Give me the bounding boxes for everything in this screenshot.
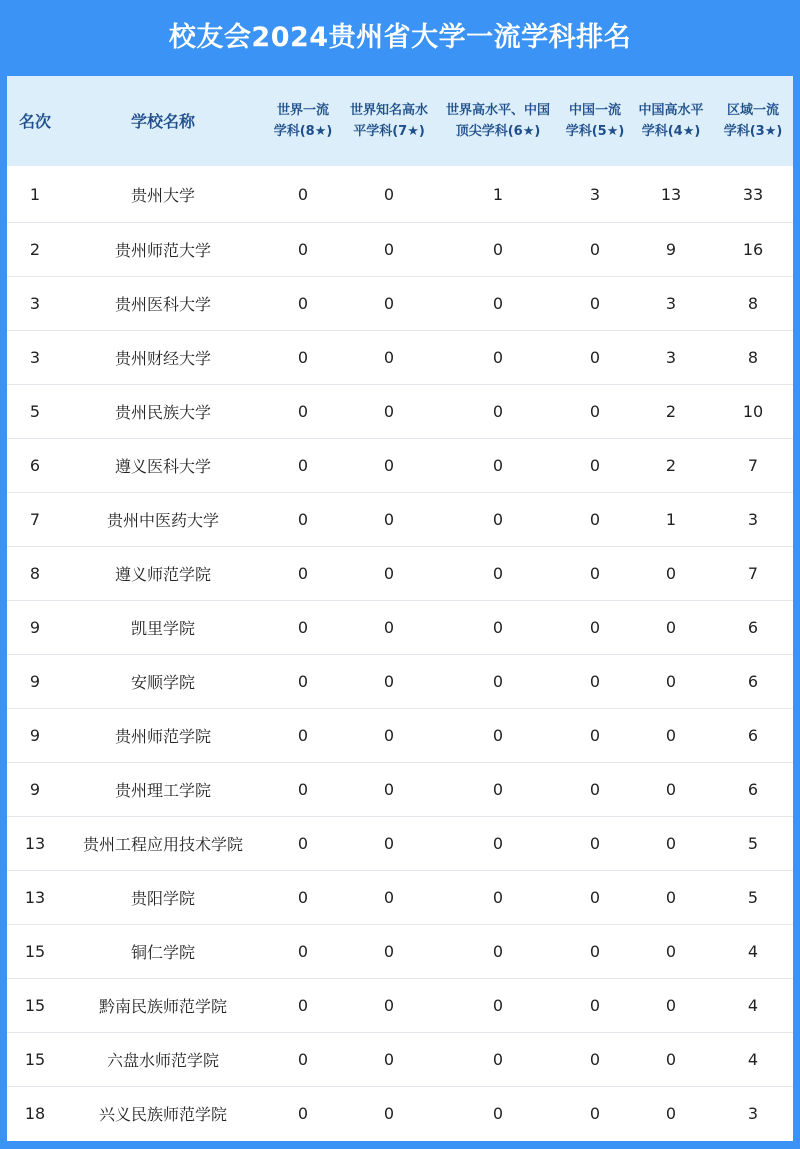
table-row: [7, 439, 793, 493]
count-cell: 0: [561, 385, 629, 439]
count-cell: 0: [629, 979, 713, 1033]
count-cell: 0: [263, 166, 343, 223]
count-cell: 0: [435, 331, 561, 385]
count-cell: 3: [713, 493, 793, 547]
table-row: [7, 547, 793, 601]
count-cell: 0: [343, 979, 435, 1033]
count-cell: 0: [561, 871, 629, 925]
count-cell: 0: [263, 709, 343, 763]
count-cell: 0: [561, 439, 629, 493]
ranking-table: [7, 76, 793, 1141]
count-cell: 33: [713, 166, 793, 223]
count-cell: 0: [343, 166, 435, 223]
header-line: 学科(3★): [723, 124, 783, 139]
school-name-cell: 贵阳学院: [63, 871, 263, 925]
table-row: [7, 1033, 793, 1087]
page-title: 校友会2024贵州省大学一流学科排名: [168, 22, 632, 53]
count-cell: 8: [713, 277, 793, 331]
table-row: [7, 166, 793, 223]
count-cell: 0: [561, 547, 629, 601]
count-cell: 3: [747, 1104, 759, 1124]
rank-cell: 5: [7, 385, 63, 439]
count-cell: 0: [589, 1104, 601, 1124]
count-cell: 0: [263, 1033, 343, 1087]
count-cell: 0: [263, 331, 343, 385]
table-row: [7, 979, 793, 1033]
count-cell: 0: [343, 601, 435, 655]
header-rank: 名次: [18, 111, 51, 131]
table-row: [7, 385, 793, 439]
count-cell: 3: [561, 166, 629, 223]
count-cell: 4: [713, 1033, 793, 1087]
count-cell: 0: [343, 709, 435, 763]
rank-cell: 13: [7, 817, 63, 871]
count-cell: 0: [435, 979, 561, 1033]
count-cell: 0: [561, 709, 629, 763]
count-cell: 0: [629, 547, 713, 601]
header-line: 顶尖学科(6★): [455, 124, 541, 139]
count-cell: 0: [343, 439, 435, 493]
rank-cell: 18: [24, 1104, 46, 1124]
count-cell: 5: [713, 871, 793, 925]
header-school: 学校名称: [130, 111, 195, 131]
count-cell: 0: [297, 1104, 309, 1124]
count-cell: 2: [629, 439, 713, 493]
count-cell: 0: [561, 601, 629, 655]
header-line: 学科(4★): [641, 124, 701, 139]
table-row: [7, 1087, 793, 1141]
school-name-cell: 黔南民族师范学院: [63, 979, 263, 1033]
table-row: [7, 223, 793, 277]
count-cell: 0: [263, 277, 343, 331]
school-name-cell: 铜仁学院: [63, 925, 263, 979]
header-line: 中国高水平: [638, 103, 704, 118]
count-cell: 0: [435, 1033, 561, 1087]
school-name-cell: 贵州医科大学: [63, 277, 263, 331]
header-regional-first-class: [713, 76, 793, 166]
count-cell: 6: [713, 709, 793, 763]
header-world-renowned: [343, 76, 435, 166]
table-row: [7, 817, 793, 871]
count-cell: 0: [435, 385, 561, 439]
rank-cell: 13: [7, 871, 63, 925]
table-row: [7, 277, 793, 331]
count-cell: 10: [713, 385, 793, 439]
school-name-cell: 贵州师范学院: [63, 709, 263, 763]
count-cell: 0: [435, 277, 561, 331]
count-cell: 0: [263, 655, 343, 709]
count-cell: 0: [435, 709, 561, 763]
rank-cell: 8: [7, 547, 63, 601]
count-cell: 0: [343, 331, 435, 385]
count-cell: 0: [263, 871, 343, 925]
rank-cell: 3: [7, 331, 63, 385]
count-cell: 0: [263, 547, 343, 601]
ranking-table-panel: [7, 76, 793, 1141]
table-row: [7, 331, 793, 385]
header-world-first-class: [263, 76, 343, 166]
count-cell: 0: [665, 1104, 677, 1124]
count-cell: 0: [343, 1033, 435, 1087]
school-name-cell: 兴义民族师范学院: [98, 1105, 227, 1125]
table-body: [7, 166, 793, 1141]
rank-cell: 9: [7, 763, 63, 817]
school-name-cell: 遵义医科大学: [63, 439, 263, 493]
table-row: [7, 493, 793, 547]
school-name-cell: 遵义师范学院: [63, 547, 263, 601]
count-cell: 0: [561, 817, 629, 871]
header-world-high-level: [435, 76, 561, 166]
count-cell: 13: [629, 166, 713, 223]
table-row: [7, 925, 793, 979]
count-cell: 0: [435, 223, 561, 277]
rank-cell: 1: [7, 166, 63, 223]
count-cell: 0: [561, 1033, 629, 1087]
school-name-cell: 六盘水师范学院: [63, 1033, 263, 1087]
count-cell: 0: [435, 493, 561, 547]
school-name-cell: 贵州民族大学: [63, 385, 263, 439]
count-cell: 0: [435, 763, 561, 817]
count-cell: 0: [561, 979, 629, 1033]
count-cell: 0: [263, 763, 343, 817]
count-cell: 0: [263, 439, 343, 493]
count-cell: 9: [629, 223, 713, 277]
count-cell: 0: [435, 439, 561, 493]
count-cell: 0: [343, 277, 435, 331]
count-cell: 0: [435, 655, 561, 709]
count-cell: 0: [263, 493, 343, 547]
header-line: 学科(5★): [565, 124, 625, 139]
count-cell: 0: [561, 763, 629, 817]
school-name-cell: 贵州理工学院: [63, 763, 263, 817]
count-cell: 0: [629, 871, 713, 925]
count-cell: 4: [713, 979, 793, 1033]
school-name-cell: 贵州工程应用技术学院: [63, 817, 263, 871]
header-line: 平学科(7★): [353, 124, 425, 139]
table-row: [7, 655, 793, 709]
school-name-cell: 贵州财经大学: [63, 331, 263, 385]
count-cell: 0: [343, 223, 435, 277]
count-cell: 0: [343, 385, 435, 439]
rank-cell: 6: [7, 439, 63, 493]
count-cell: 0: [263, 601, 343, 655]
count-cell: 0: [343, 871, 435, 925]
count-cell: 0: [343, 763, 435, 817]
count-cell: 0: [561, 655, 629, 709]
count-cell: 0: [561, 925, 629, 979]
school-name-cell: 贵州师范大学: [63, 223, 263, 277]
count-cell: 0: [561, 277, 629, 331]
count-cell: 7: [713, 547, 793, 601]
count-cell: 0: [561, 493, 629, 547]
count-cell: 0: [435, 871, 561, 925]
count-cell: 0: [561, 223, 629, 277]
rank-cell: 7: [7, 493, 63, 547]
count-cell: 0: [629, 601, 713, 655]
table-row: [7, 709, 793, 763]
header-line: 世界一流: [276, 103, 329, 118]
count-cell: 1: [435, 166, 561, 223]
rank-cell: 9: [7, 601, 63, 655]
count-cell: 0: [263, 223, 343, 277]
count-cell: 0: [629, 1033, 713, 1087]
count-cell: 0: [629, 655, 713, 709]
rank-cell: 9: [7, 655, 63, 709]
count-cell: 1: [629, 493, 713, 547]
rank-cell: 15: [7, 1033, 63, 1087]
count-cell: 0: [263, 925, 343, 979]
count-cell: 0: [561, 331, 629, 385]
rank-cell: 9: [7, 709, 63, 763]
rank-cell: 15: [7, 979, 63, 1033]
header-line: 学科(8★): [273, 124, 333, 139]
count-cell: 0: [629, 925, 713, 979]
count-cell: 5: [713, 817, 793, 871]
rank-cell: 3: [7, 277, 63, 331]
count-cell: 0: [343, 547, 435, 601]
count-cell: 0: [343, 655, 435, 709]
count-cell: 6: [713, 655, 793, 709]
header-china-high-level: [629, 76, 713, 166]
count-cell: 0: [435, 925, 561, 979]
count-cell: 0: [629, 817, 713, 871]
rank-cell: 2: [7, 223, 63, 277]
header-line: 世界知名高水: [349, 103, 428, 118]
count-cell: 0: [435, 601, 561, 655]
count-cell: 0: [343, 925, 435, 979]
header-line: 中国一流: [568, 103, 621, 118]
school-name-cell: 贵州中医药大学: [63, 493, 263, 547]
count-cell: 0: [629, 709, 713, 763]
count-cell: 6: [713, 601, 793, 655]
count-cell: 0: [435, 817, 561, 871]
count-cell: 7: [713, 439, 793, 493]
count-cell: 0: [343, 817, 435, 871]
rank-cell: 15: [7, 925, 63, 979]
school-name-cell: 贵州大学: [63, 166, 263, 223]
count-cell: 2: [629, 385, 713, 439]
school-name-cell: 安顺学院: [63, 655, 263, 709]
school-name-cell: 凯里学院: [63, 601, 263, 655]
count-cell: 6: [713, 763, 793, 817]
count-cell: 0: [492, 1104, 504, 1124]
table-row: [7, 871, 793, 925]
count-cell: 0: [263, 385, 343, 439]
header-line: 世界高水平、中国: [445, 103, 550, 118]
count-cell: 0: [435, 547, 561, 601]
count-cell: 16: [713, 223, 793, 277]
table-header-row: [7, 76, 793, 166]
count-cell: 8: [713, 331, 793, 385]
count-cell: 0: [263, 817, 343, 871]
count-cell: 4: [713, 925, 793, 979]
count-cell: 3: [629, 277, 713, 331]
header-china-first-class: [561, 76, 629, 166]
count-cell: 0: [383, 1104, 395, 1124]
count-cell: 0: [343, 493, 435, 547]
count-cell: 0: [629, 763, 713, 817]
count-cell: 0: [263, 979, 343, 1033]
table-row: [7, 601, 793, 655]
header-line: 区域一流: [726, 103, 779, 118]
count-cell: 3: [629, 331, 713, 385]
table-row: [7, 763, 793, 817]
